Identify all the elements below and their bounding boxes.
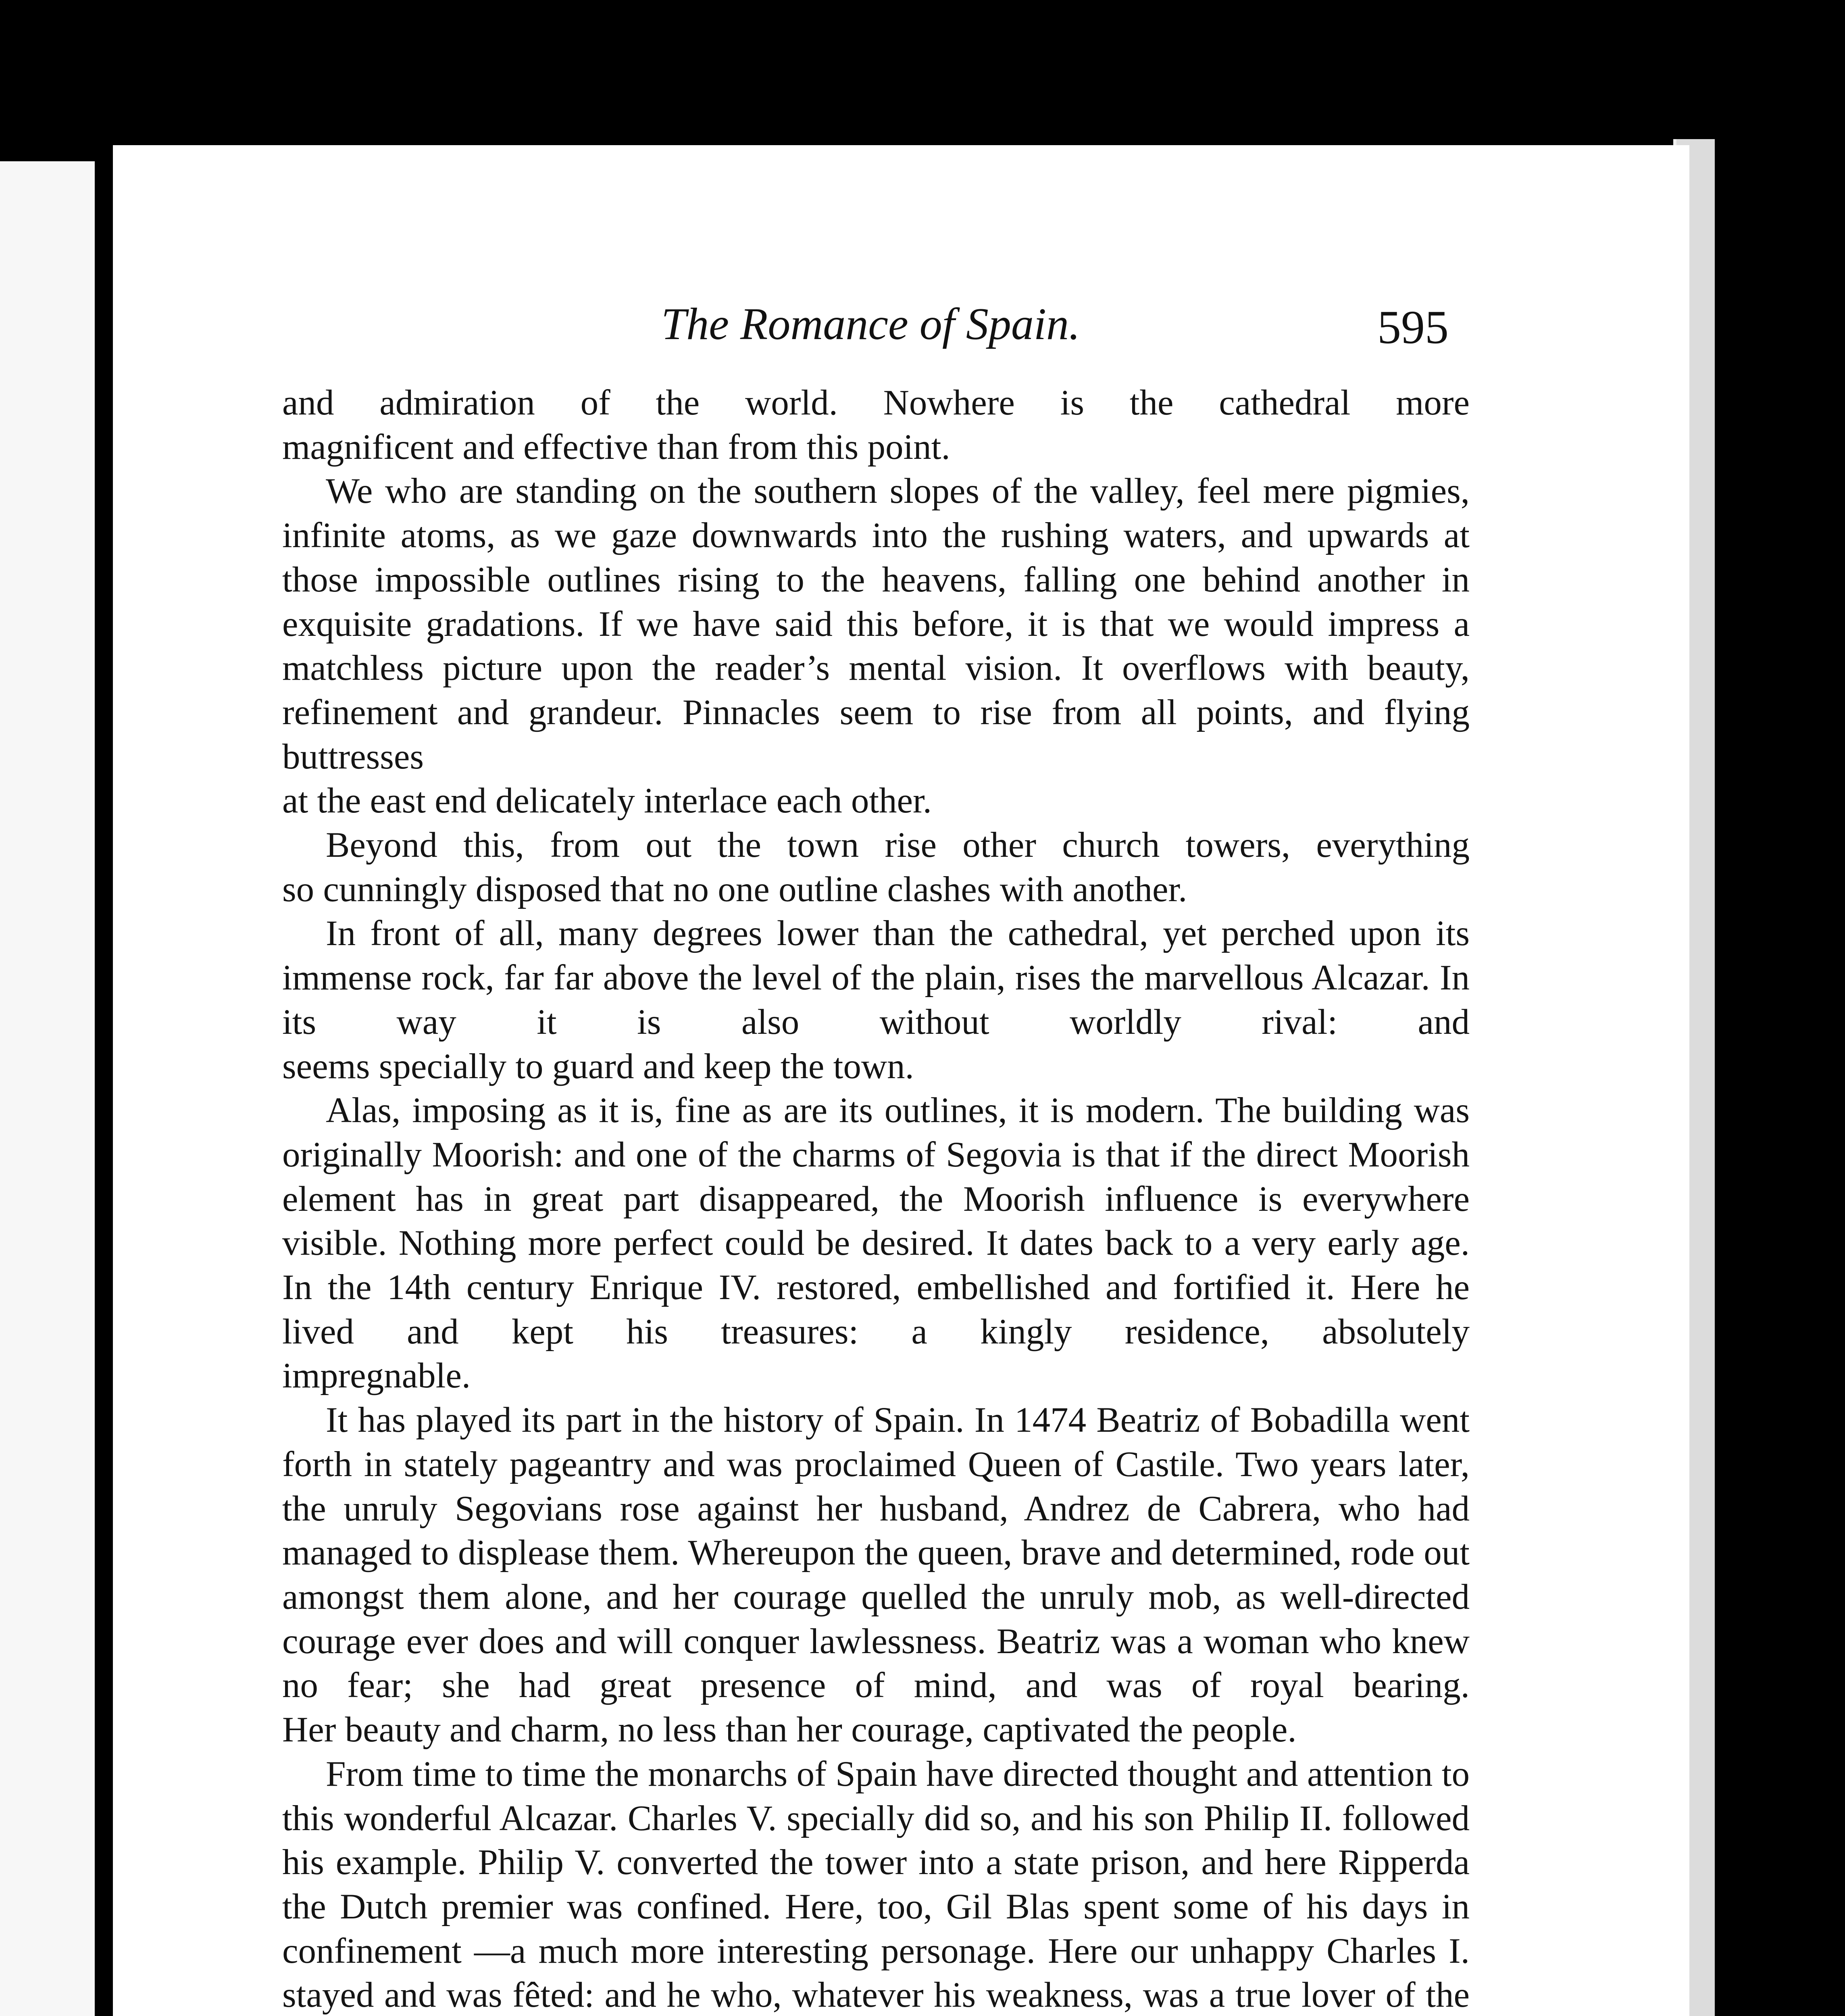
- paragraph: [282, 381, 1470, 469]
- text-line: of Castile. Two years later, the unruly Segovians rose against her: [282, 1444, 1470, 1529]
- paragraph: [282, 1089, 1470, 1398]
- text-line: upon its immense rock, far far above the level of the plain, rises the: [282, 914, 1470, 998]
- text-line: no fear; she had great presence of mind, and was of royal bearing.: [282, 1666, 1470, 1706]
- facing-page-edge: [0, 161, 95, 2016]
- text-line: alone, and her courage quelled the unruly mob, as well-directed courage: [282, 1577, 1470, 1661]
- paragraph: [282, 912, 1470, 1089]
- text-line: disappeared, the Moorish influence is everywhere visible. Nothing: [282, 1179, 1470, 1263]
- text-line: and admiration of the world. Nowhere is the cathedral more: [282, 383, 1470, 423]
- text-line-last: magnificent and effective than from this point.: [282, 427, 950, 467]
- paragraph: [282, 1752, 1470, 2016]
- text-line: pigmies, infinite atoms, as we gaze downwards into the rushing waters,: [282, 471, 1470, 556]
- body-text: [282, 381, 1470, 2016]
- text-line: and his son Philip II. followed his example. Philip V. converted the: [282, 1798, 1470, 1883]
- text-line: stayed and was fêted: and he who, whatever his weakness, was a true: [282, 1975, 1291, 2015]
- text-line: Beyond this, from out the town rise other church towers, everything: [326, 825, 1470, 865]
- text-line-last: seems specially to guard and keep the town.: [282, 1046, 914, 1086]
- text-line: The building was originally Moorish: and one of the charms of: [282, 1091, 1470, 1175]
- text-line: reader’s mental vision. It overflows with beauty, refinement and: [282, 648, 1470, 732]
- text-line: Alas, imposing as it is, fine as are its outlines, it is modern.: [326, 1091, 1204, 1131]
- text-line: falling one behind another in exquisite gradations. If we have said: [282, 560, 1470, 644]
- text-line: Segovia is that if the direct Moorish element has in great part: [282, 1135, 1470, 1219]
- paragraph: [282, 469, 1470, 823]
- text-line: Whereupon the queen, brave and determined, rode out amongst them: [282, 1533, 1470, 1617]
- text-line-last: so cunningly disposed that no one outline clashes with another.: [282, 869, 1187, 909]
- text-line: ever does and will conquer lawlessness. Beatriz was a woman who knew: [406, 1621, 1470, 1661]
- text-line-last: impregnable.: [282, 1356, 471, 1396]
- text-line: confined. Here, too, Gil Blas spent some of his days in confinement: [282, 1887, 1470, 1971]
- text-line: In the 14th century Enrique IV. restored, embellished and fortified it.: [282, 1268, 1335, 1308]
- paragraph: [282, 1398, 1470, 1752]
- text-line: It has played its part in the history of Spain. In 1474 Beatriz: [326, 1400, 1200, 1440]
- text-line: From time to time the monarchs of Spain have directed thought: [326, 1754, 1237, 1794]
- text-line: more perfect could be desired. It dates back to a very early age.: [528, 1223, 1470, 1263]
- text-line: We who are standing on the southern slopes of the valley, feel mere: [326, 471, 1335, 511]
- text-line: lover of the: [1301, 1975, 1470, 2015]
- text-line: Here he lived and kept his treasures: a kingly residence, absolutely: [282, 1268, 1470, 1352]
- text-line: and attention to this wonderful Alcazar. Charles V. specially did so,: [282, 1754, 1470, 1838]
- text-line: marvellous Alcazar. In its way it is also without worldly rival: and: [282, 958, 1470, 1042]
- text-line-last: at the east end delicately interlace each other.: [282, 781, 932, 821]
- text-line: —a much more interesting personage. Here our unhappy Charles I.: [474, 1931, 1470, 1971]
- paragraph: [282, 823, 1470, 912]
- text-line-last: Her beauty and charm, no less than her courage, captivated the people.: [282, 1710, 1297, 1750]
- page-number: 595: [1377, 301, 1449, 354]
- text-line: tower into a state prison, and here Ripperda the Dutch premier was: [282, 1843, 1470, 1926]
- text-line: and upwards at those impossible outlines rising to the heavens,: [282, 516, 1470, 600]
- text-line: In front of all, many degrees lower than the cathedral, yet perched: [326, 914, 1335, 954]
- text-line: this before, it is that we would impress a matchless picture upon the: [282, 604, 1470, 688]
- text-line: grandeur. Pinnacles seem to rise from all points, and flying buttresses: [282, 692, 1470, 777]
- text-line: husband, Andrez de Cabrera, who had managed to displease them.: [282, 1489, 1470, 1573]
- running-head: The Romance of Spain.: [661, 299, 1080, 349]
- text-line: of Bobadilla went forth in stately pageantry and was proclaimed Queen: [282, 1400, 1470, 1484]
